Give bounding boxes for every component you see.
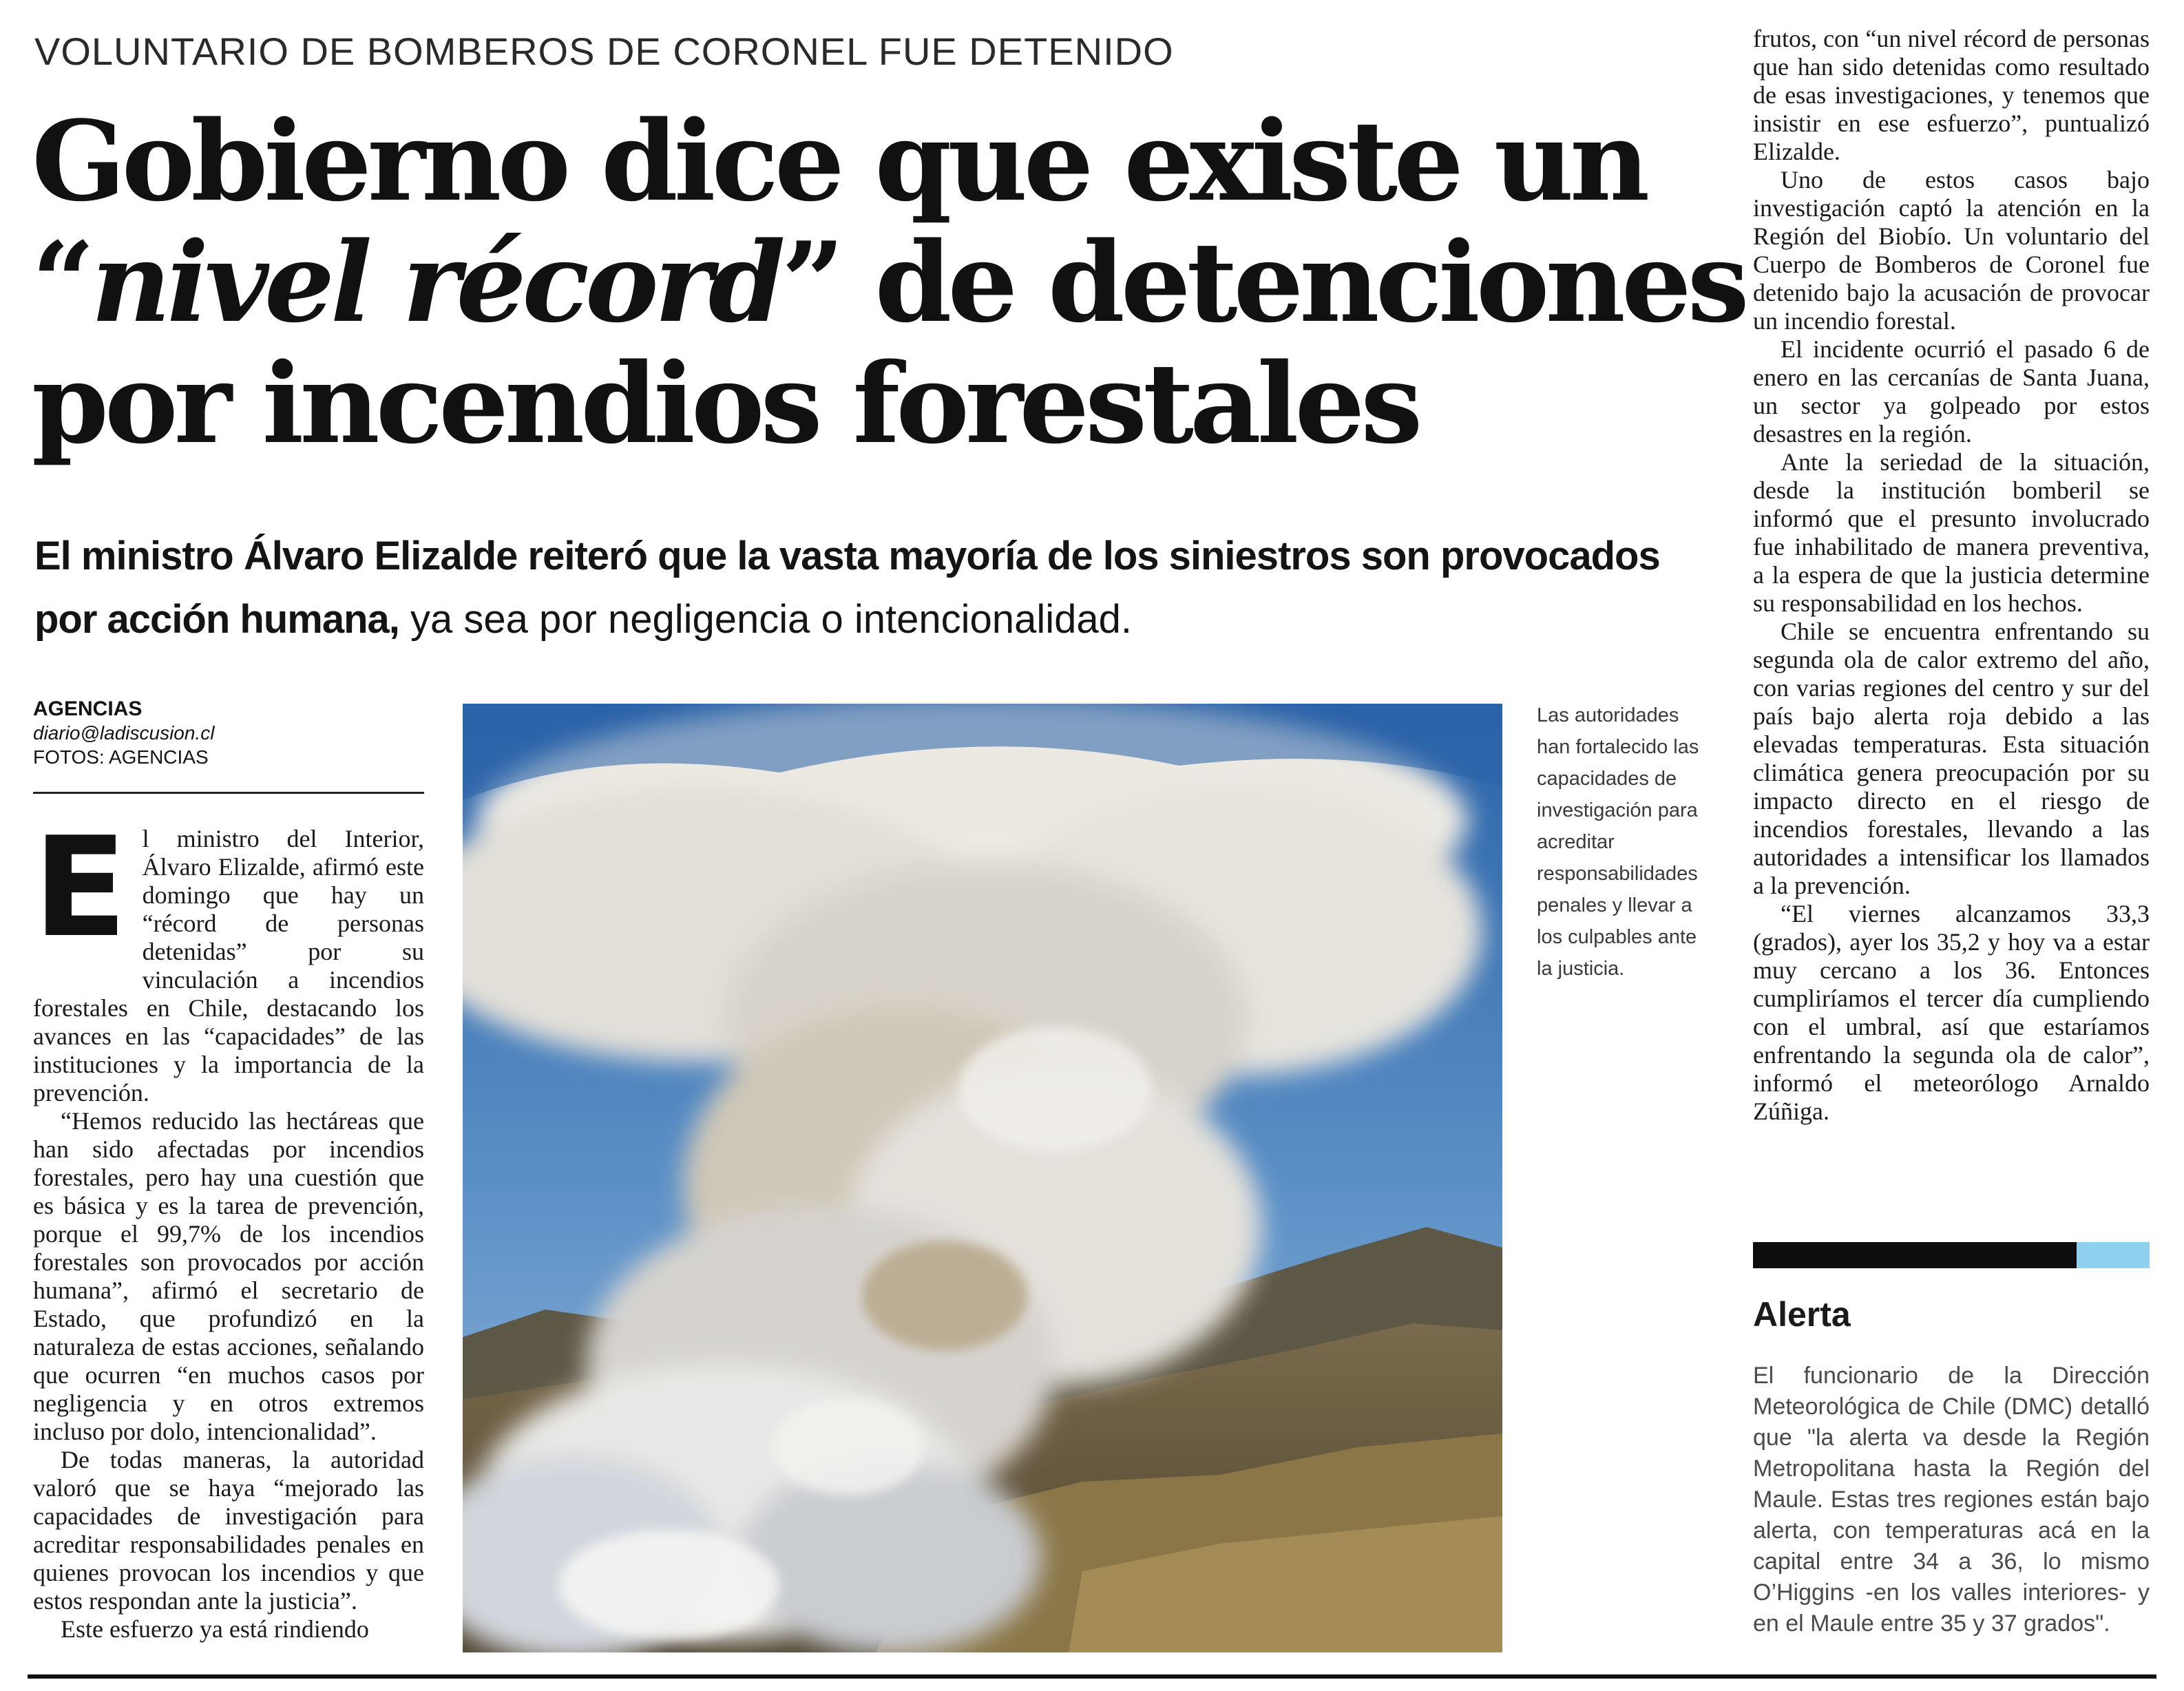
deck-bold: El ministro Álvaro Elizalde reiteró que la vasta mayoría de los siniestros son provocados por acción humana,: [34, 534, 1660, 642]
headline-line-3: por incendios forestales: [32, 339, 1419, 468]
headline: [32, 96, 1745, 468]
article-paragraph-text: l ministro del Interior, Álvaro Elizalde, afirmó este domingo que hay un “récord de personas detenidas” por su vinculación a incendios forestales en Chile, destacando los avances en las “capacidades” de las instituciones y la importancia de la prevención.: [33, 825, 424, 1106]
kicker: VOLUNTARIO DE BOMBEROS DE CORONEL FUE DETENIDO: [34, 30, 1174, 73]
byline-email: diario@ladiscusion.cl: [33, 722, 215, 744]
deck-regular: ya sea por negligencia o intencionalidad.: [410, 597, 1132, 642]
article-paragraph: “Hemos reducido las hectáreas que han sido afectadas por incendios forestales, pero hay una cuestión que es básica y es la tarea de prevención, porque el 99,7% de los incendios forestales son provocados por acción humana”, afirmó el secretario de Estado, que profundizó en la naturaleza de estas acciones, señalando que ocurren “en muchos casos por negligencia y en otros extremos incluso por dolo, intencionalidad”.: [33, 1107, 424, 1445]
article-column-1: [33, 808, 424, 1643]
alert-bar: [1753, 1242, 2150, 1268]
wildfire-photo: [463, 704, 1502, 1652]
article-paragraph: Chile se encuentra enfrentando su segunda ola de calor extremo del año, con varias regiones del centro y sur del país bajo alerta roja debido a las elevadas temperaturas. Esta situación climática genera preocupación por su impacto directo en el riesgo de incendios forestales, llevando a las autoridades a intensificar los llamados a la prevención.: [1753, 618, 2150, 899]
article-paragraph: [33, 808, 424, 1107]
article-paragraph: frutos, con “un nivel récord de personas que han sido detenidas como resultado de esas investigaciones, y tenemos que insistir en ese esfuerzo”, puntualizó Elizalde.: [1753, 25, 2150, 165]
byline-photos: FOTOS: AGENCIAS: [33, 746, 209, 768]
article-column-3: [1753, 25, 2150, 1126]
alert-bar-accent: [2077, 1242, 2150, 1268]
article-paragraph: De todas maneras, la autoridad valoró que se haya “mejorado las capacidades de investigación para acreditar responsabilidades penales en quienes provocan los incendios y que estos respondan ante la justicia”.: [33, 1446, 424, 1615]
wildfire-smoke-illustration: [463, 704, 1502, 1652]
article-paragraph: “El viernes alcanzamos 33,3 (grados), ayer los 35,2 y hoy va a estar muy cercano a los 36. Entonces cumpliríamos el tercer día cumpliendo con el umbral, así que estaríamos enfrentando la segunda ola de calor”, informó el meteorólogo Arnaldo Zúñiga.: [1753, 900, 2150, 1125]
article-paragraph: El incidente ocurrió el pasado 6 de enero en las cercanías de Santa Juana, un sector ya golpeado por estos desastres en la región.: [1753, 335, 2150, 448]
byline: [33, 697, 424, 769]
headline-line-2: [32, 218, 1745, 347]
byline-agency: AGENCIAS: [33, 697, 143, 720]
drop-cap: E: [33, 808, 127, 968]
article-paragraph: Este esfuerzo ya está rindiendo: [61, 1615, 369, 1643]
headline-line-1: Gobierno dice que existe un: [32, 96, 1646, 226]
headline-quote-open: “: [32, 218, 92, 347]
alert-bar-dark: [1753, 1242, 2077, 1268]
article-paragraph: Uno de estos casos bajo investigación captó la atención en la Región del Biobío. Un voluntario del Cuerpo de Bomberos de Coronel fue detenido bajo la acusación de provocar un incendio forestal.: [1753, 166, 2150, 335]
alert-title: Alerta: [1753, 1295, 1851, 1334]
byline-divider: [33, 792, 424, 794]
bottom-rule: [28, 1674, 2156, 1679]
headline-emphasis: nivel récord: [91, 218, 781, 347]
headline-line-2-rest: ” de detenciones: [781, 218, 1745, 347]
alert-text: El funcionario de la Dirección Meteorológica de Chile (DMC) detalló que "la alerta va desde la Región Metropolitana hasta la Región del Maule. Estas tres regiones están bajo alerta, con temperaturas acá en la capital entre 34 a 36, lo mismo O’Higgins -en los valles interiores- y en el Maule entre 35 y 37 grados".: [1753, 1363, 2150, 1637]
article-paragraph: Ante la seriedad de la situación, desde la institución bomberil se informó que el presunto involucrado fue inhabilitado de manera preventiva, a la espera de que la justicia determine su responsabilidad en los hechos.: [1753, 448, 2150, 617]
photo-caption: Las autoridades han fortalecido las capacidades de investigación para acreditar responsabilidades penales y llevar a los culpables ante la justicia.: [1537, 704, 1699, 980]
deck: [34, 525, 1701, 651]
